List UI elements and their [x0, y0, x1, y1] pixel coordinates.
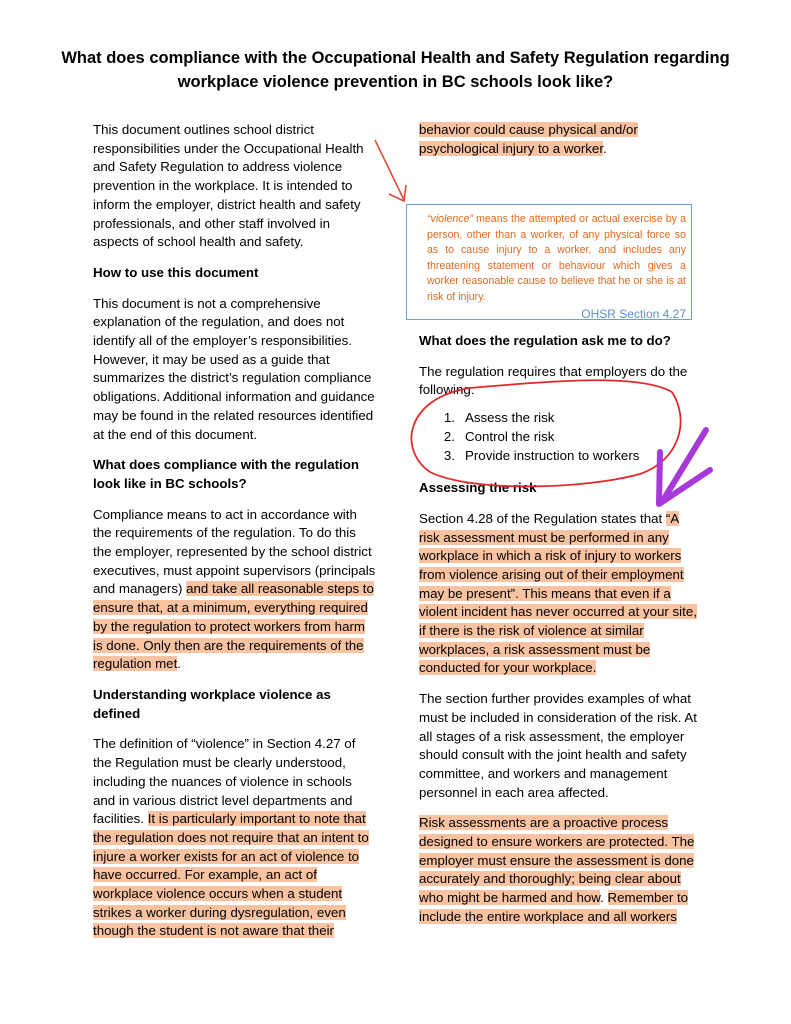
continued-paragraph: behavior could cause physical and/or psychological injury to a worker.	[419, 122, 638, 156]
highlight: Risk assessments are a proactive process designed to ensure workers are protected. The employer must ensure the assessment is done accurately and thoroughly; being clear about who might be harmed and how	[419, 815, 695, 906]
list-item: 1. Assess the risk	[443, 410, 555, 426]
list-item: 2. Control the risk	[443, 429, 555, 445]
proactive-paragraph: Risk assessments are a proactive process designed to ensure workers are protected. The employer must ensure the assessment is done accurately and thoroughly; being clear about who might be harmed and how. Remember to include the entire workplace and all workers	[419, 815, 695, 924]
heading-compliance: What does compliance with the regulation look like in BC schools?	[93, 457, 359, 491]
right-column-top	[419, 121, 699, 170]
requirements-intro: The regulation requires that employers do the following:	[419, 363, 688, 398]
highlight: Remember to include the entire workplace and all workers	[419, 890, 689, 924]
red-arrow-head	[389, 185, 406, 201]
heading-what-to-do: What does the regulation ask me to do?	[419, 333, 671, 348]
heading-understanding-violence: Understanding workplace violence as defined	[93, 686, 331, 721]
document-title: What does compliance with the Occupational Health and Safety Regulation regarding workplace violence prevention in BC schools look like?	[61, 49, 730, 91]
violence-definition-box	[406, 204, 692, 320]
intro-paragraph: This document outlines school district responsibilities under the Occupational Health and Safety Regulation to address violence prevention in the workplace. It is intended to inform the employer, district health and safety professionals, and other staff involved in aspects of school health and safety.	[93, 122, 364, 250]
heading-how-to-use: How to use this document	[93, 264, 259, 280]
left-column	[93, 121, 376, 953]
highlight: and take all reasonable steps to ensure that, at a minimum, everything required by the regulation to protect workers from harm is done. Only then are the requirements of the regulation met	[93, 581, 374, 672]
highlight: “A risk assessment must be performed in any workplace in which a risk of injury to workers from violence arising out of their employment may be present”. This means that even if a violent incident has never occurred at your site, if there is the risk of violence at similar workplaces, a risk assessment must be conducted for your workplace.	[419, 510, 697, 676]
highlight: behavior could cause physical and/or psychological injury to a worker	[419, 122, 638, 156]
further-paragraph: The section further provides examples of what must be included in consideration of the risk. At all stages of a risk assessment, the employer should consult with the joint health and safety committee, and workers and management personnel in each area affected.	[419, 691, 697, 800]
red-arrow-annotation	[375, 140, 406, 201]
understanding-paragraph: The definition of “violence” in Section 4.27 of the Regulation must be clearly understood, including the nuances of violence in schools and in various district level departments and facilities. It is particularly important to note that the regulation does not require that an intent to injure a worker exists for an act of violence to have occurred. For example, an act of workplace violence occurs when a student strikes a worker during dysregulation, even though the student is not aware that their	[93, 736, 369, 939]
steps-list	[419, 408, 699, 465]
red-arrow-line	[375, 140, 404, 200]
compliance-paragraph: Compliance means to act in accordance with the requirements of the regulation. To do this the employer, represented by the school district executives, must appoint supervisors (principals and managers) and take all reasonable steps to ensure that, at a minimum, everything required by the regulation to protect workers from harm is done. Only then are the requirements of the regulation met.	[93, 506, 376, 672]
how-to-use-paragraph: This document is not a comprehensive explanation of the regulation, and does not identify all of the employer’s responsibilities. However, it may be used as a guide that summarizes the district’s regulation compliance obligations. Additional information and guidance may be found in the related resources identified at the end of this document.	[93, 295, 375, 442]
highlight: It is particularly important to note that the regulation does not require that an intent to injure a worker exists for an act of violence to have occurred. For example, an act of workplace violence occurs when a student strikes a worker during dysregulation, even though the student is not aware that their	[93, 811, 369, 939]
definition-text: “violence” means the attempted or actual exercise by a person, other than a worker, of any physical force so as to cause injury to a worker, and includes any threatening statement or behaviour which gives a worker reasonable cause to believe that he or she is at risk of injury.	[427, 213, 686, 303]
heading-assessing-risk: Assessing the risk	[419, 480, 537, 496]
definition-source: OHSR Section 4.27	[581, 307, 686, 321]
assessing-paragraph: Section 4.28 of the Regulation states that “A risk assessment must be performed in any workplace in which a risk of injury to workers from violence arising out of their employment may be present”. This means that even if a violent incident has never occurred at your site, if there is the risk of violence at similar workplaces, a risk assessment must be conducted for your workplace.	[419, 510, 697, 676]
right-column-main	[419, 332, 699, 939]
list-item: 3. Provide instruction to workers	[443, 448, 640, 464]
